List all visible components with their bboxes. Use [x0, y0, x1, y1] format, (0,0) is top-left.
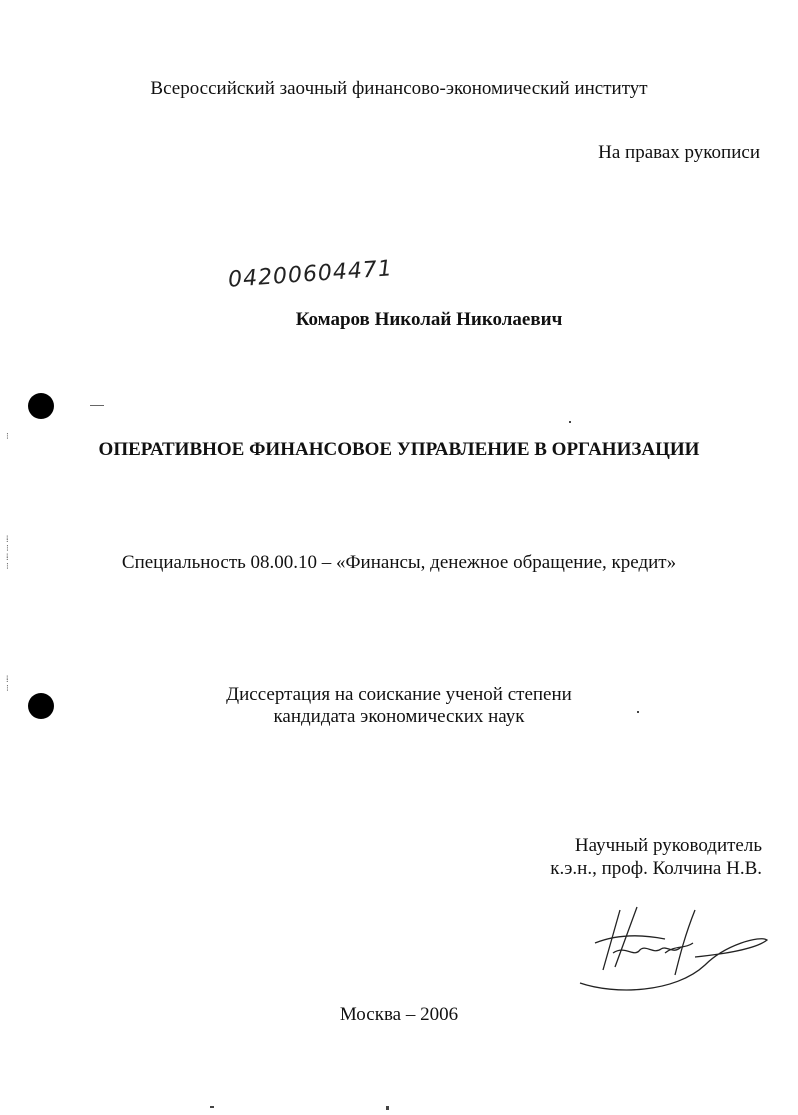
- specialty-line: Специальность 08.00.10 – «Финансы, денежное обращение, кредит»: [121, 552, 677, 573]
- scan-artifact: [637, 711, 639, 713]
- supervisor-role: Научный руководитель: [574, 835, 762, 856]
- degree-line-1: Диссертация на соискание ученой степени: [226, 684, 572, 705]
- scan-artifact: ⁞ ⁝ ⁞ ⁝: [6, 534, 9, 571]
- manuscript-note: На правах рукописи: [598, 142, 760, 163]
- scan-artifact: ⁞ ⁝: [6, 674, 9, 693]
- scan-artifact: [90, 405, 104, 406]
- author-name: Комаров Николай Николаевич: [295, 309, 563, 330]
- binding-hole-bottom: [28, 693, 54, 719]
- scan-artifact: [569, 421, 571, 423]
- scan-artifact: [386, 1106, 389, 1110]
- binding-hole-top: [28, 393, 54, 419]
- registration-number-handwritten: 04200604471: [227, 256, 394, 293]
- dissertation-title: ОПЕРАТИВНОЕ ФИНАНСОВОЕ УПРАВЛЕНИЕ В ОРГАНИЗАЦИИ: [98, 439, 700, 460]
- degree-line-2: кандидата экономических наук: [273, 706, 525, 727]
- scan-artifact: [210, 1106, 214, 1108]
- scan-artifact: ⁝: [6, 431, 9, 441]
- institution-name: Всероссийский заочный финансово-экономический институт: [150, 78, 648, 99]
- signature-icon: [575, 895, 775, 1005]
- city-year: Москва – 2006: [339, 1004, 459, 1025]
- supervisor-name: к.э.н., проф. Колчина Н.В.: [550, 858, 762, 879]
